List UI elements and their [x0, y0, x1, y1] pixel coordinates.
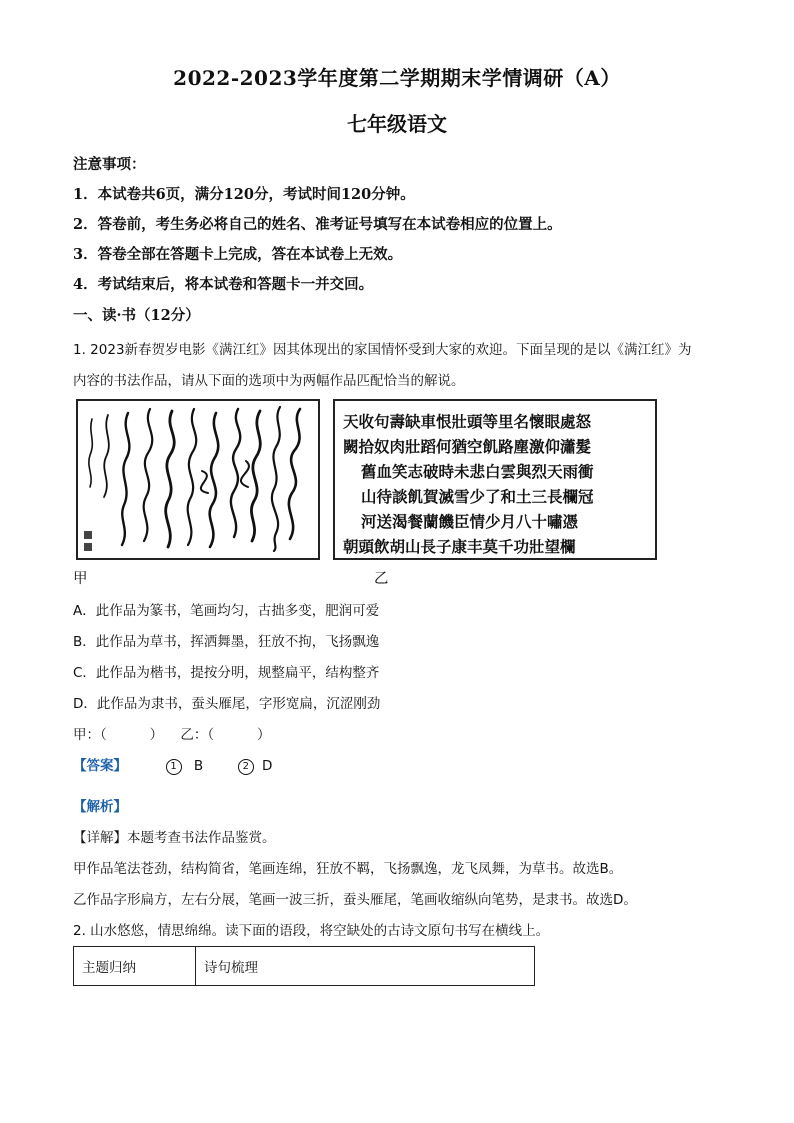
circle-number-2: 2	[238, 759, 254, 775]
option-b: B．此作品为草书，挥洒舞墨，狂放不拘，飞扬飘逸	[73, 634, 380, 650]
table-header-cell: 主题归纳	[74, 947, 196, 986]
answer-table	[73, 946, 535, 986]
explanation-yi: 乙作品字形扁方，左右分展，笔画一波三折，蚕头雁尾，笔画收缩纵向笔势，是隶书。故选D。	[73, 892, 637, 908]
notice-item: 1．本试卷共6页，满分120分，考试时间120分钟。	[73, 186, 415, 203]
detail-line: 【详解】本题考查书法作品鉴赏。	[73, 830, 276, 846]
table-row	[74, 947, 535, 986]
option-c: C．此作品为楷书，提按分明，规整扁平，结构整齐	[73, 665, 380, 681]
explanation-jia: 甲作品笔法苍劲，结构简省，笔画连绵，狂放不羁，飞扬飘逸，龙飞凤舞，为草书。故选B。	[73, 861, 623, 877]
calligraphy-row: 闕拾奴肉壯蹈何猶空飢路塵激仰瀟髮	[343, 437, 592, 456]
option-d: D．此作品为隶书，蚕头雁尾，字形宽扁，沉涩刚劲	[73, 696, 381, 712]
section-heading: 一、读·书（12分）	[73, 307, 200, 324]
cursive-calligraphy-drawing	[78, 401, 318, 558]
answer-label: 【答案】	[73, 758, 127, 774]
calligraphy-row: 舊血笑志破時未悲白雲與烈天雨衝	[361, 462, 594, 481]
notice-heading: 注意事项：	[73, 156, 146, 173]
answer-line	[73, 754, 272, 775]
notice-item: 4．考试结束后，将本试卷和答题卡一并交回。	[73, 276, 374, 293]
calligraphy-image-clerical	[333, 399, 657, 560]
calligraphy-row: 河送渴餐蘭饑臣情少月八十嘯憑	[361, 512, 579, 531]
calligraphy-row: 天收句壽缺車恨壯頭等里名懷眼處怒	[343, 412, 592, 431]
calligraphy-row: 朝頭飲胡山長子康丰莫千功壯望欄	[343, 537, 576, 556]
option-a: A．此作品为篆书，笔画均匀，古拙多变，肥润可爱	[73, 603, 380, 619]
question-2-stem: 2. 山水悠悠，情思绵绵。读下面的语段，将空缺处的古诗文原句书写在横线上。	[73, 923, 550, 939]
calligraphy-image-cursive	[76, 399, 320, 560]
analysis-label: 【解析】	[73, 799, 127, 815]
notice-item: 3．答卷全部在答题卡上完成，答在本试卷上无效。	[73, 246, 403, 263]
answer-2: D	[262, 758, 273, 774]
image-caption-yi: 乙	[374, 571, 389, 587]
question-stem: 1. 2023新春贺岁电影《满江红》因其体现出的家国情怀受到大家的欢迎。下面呈现的是以《满江红》为	[73, 342, 692, 358]
answer-blanks: 甲：（ ） 乙：（ ）	[73, 727, 271, 743]
circle-number-1: 1	[166, 759, 182, 775]
table-header-cell: 诗句梳理	[196, 947, 535, 986]
image-caption-jia: 甲	[73, 571, 88, 587]
answer-1: B	[193, 758, 204, 774]
page-subtitle: 七年级语文	[347, 112, 447, 136]
calligraphy-row: 山待談飢賀滅雪少了和土三長欄冠	[361, 487, 594, 506]
question-stem: 内容的书法作品，请从下面的选项中为两幅作品匹配恰当的解说。	[73, 373, 465, 389]
page-title: 2022-2023学年度第二学期期末学情调研（A）	[173, 66, 621, 90]
notice-item: 2．答卷前，考生务必将自己的姓名、准考证号填写在本试卷相应的位置上。	[73, 216, 562, 233]
